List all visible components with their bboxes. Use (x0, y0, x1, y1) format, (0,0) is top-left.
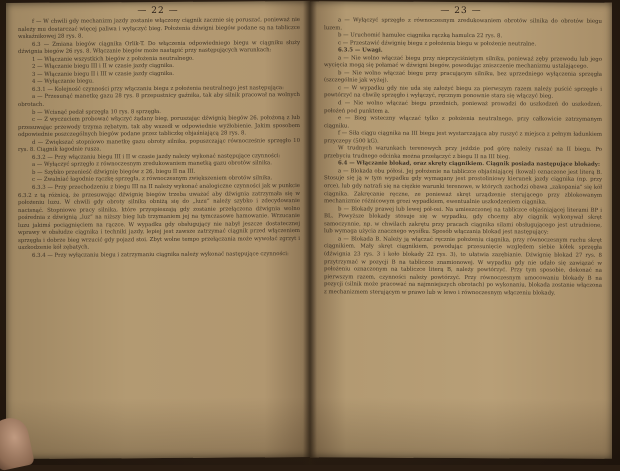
paragraph: a — Blokada B. Należy ją włączać ręcznie położeniu ciągnika, przy równoczesnym ruchu skręt ciągnikiem. Mały skręt ciągnikiem, powodując przesunięcie względem siebie kółek sprzęgła (dźwignia 23 rys. 3 i koło blokady 22 rys. 3), to ułatwia zazębianie. Dźwignię blokad 27 rys. 8 przytrzymać w pozycji B na tabliczce znamionowej. W wypadku gdy nie udało się zawiązać w położeniu oznaczonym na tabliczce literą B, należy powtórzyć. Przy tym sposobie, dokonać na pierwszym razem, czynności należy powtórzyć. Przy równoczesnym umocowaniu blokady B na pozycji (silnik może pracować na najmniejszych obrotach) po wykonaniu, blokada zostanie włączona z mechanizmem sterującym w prawo lub w lewo i równoczesnym włączeniu blokady. (324, 236, 602, 297)
page-shadow (310, 397, 612, 459)
paragraph: d — Zwiększać stopniowo manetkę gazu obroty silnika, popuszczając równocześnie sprzęgło 10 rys. 8. Ciągnik łagodnie rusza. (18, 137, 300, 154)
paragraph: b — Szybko przenieść dźwignię biegów z 26, biegu II na III. (32, 168, 196, 176)
page-number-left: — 22 — (137, 5, 179, 17)
paragraph: c — Przestawić dźwignię biegu z położenia biegu w położenie neutralne. (338, 39, 537, 48)
left-page-text (18, 17, 300, 455)
paragraph: c — Zwalniać łagodnie rączkę sprzęgła, z równoczesnym zwiększeniem obrotów silnika. (32, 175, 273, 184)
paragraph: b — Nie wolno włączać biegu przy pracującym silniku, bez uprzedniego wyłączenia sprzęgła (szczególnie jak wyżej). (324, 70, 602, 84)
paragraph: b — Uruchomić hamulec ciągnika rączką hamulca 22 rys. 8. (338, 32, 503, 40)
page-number-right: — 23 — (440, 5, 482, 17)
paragraph: f — Siła ciągu ciągnika na III biegu jest wystarczająca aby ruszyć z miejsca z pełnym ładunkiem przyczepy (500 kG). (324, 130, 602, 145)
paragraph: a — Nie wolno włączać biegu przy nieprzyciśniętym silniku, ponieważ zęby przewodu lub jego wycięcia mogą się połamać w dźwigni biegów, powodując zniszczenie mechanizmu ustalającego. (324, 55, 602, 70)
book-gutter (303, 0, 317, 465)
paragraph: W trudnych warunkach terenowych przy jeździe pod górę należy ruszać na II biegu. Po przebyciu trudnego odcinka można przełączyć z biegu II na III bieg. (324, 145, 602, 161)
paragraph: f — W chwili gdy mechanizm jazdy zostanie włączony ciągnik zacznie się poruszać, ponieważ nie należy mu dostarczać więcej paliwa i wyłączyć bieg. Położenia dźwigni biegów podane są na tabliczce wskaźnikowej 28 rys. 8. (18, 17, 300, 41)
paragraph: 2 — Włączanie biegu III i II w czasie jazdy ciągnika. (32, 63, 174, 71)
paragraph: e — Bieg wsteczny włączać tylko z położenia neutralnego, przy całkowicie zatrzymanym ciągniku. (324, 115, 602, 130)
paragraph: a — Wyłączyć sprzęgło z równoczesnym zredukowaniem obrotów silnika do obrotów biegu luzem. (324, 17, 602, 31)
paragraph: a — Przesunąć manetkę gazu 28 rys. 8 przepustnicy gaźnika, tak aby silnik pracował na wolnych obrotach. (18, 92, 300, 108)
paragraph: 4 — Wyłączanie biegu. (32, 78, 94, 86)
paragraph: 6.3.5 — Uwagi. (338, 47, 383, 54)
paragraph: a — Wyłączyć sprzęgło z równoczesnym zredukowaniem manetką gazu obrotów silnika. (32, 160, 272, 169)
paragraph: c — W wypadku gdy nie uda się założyć biegu za pierwszym razem należy puścić sprzęgło i powtórzyć na chwilę sprzęgło i wyłączyć, ręcznym ponownie stara się włączyć bieg. (324, 85, 602, 100)
paragraph: 1 — Włączanie wszystkich biegów z położenia neutralnego. (32, 55, 194, 63)
paragraph: b — Blokady prawej lub lewej pół-osi. Na umieszczonej na tabliczce objaśniającej literami BP i BL. Powyższe blokady stosuje się w wypadku, gdy chcemy aby ciągnik wykonywał skręt samoczynnie, np. w chwilach zakrętu przy pracach ciągnika silami obsługującego jest utrudnione, lub wymaga użycia znacznego wysiłku. Sposób włączania blokad jest następujący: (324, 206, 602, 236)
page-shadow (6, 397, 310, 459)
paragraph: 6.3 — Zmiana biegów ciągnika Orlik-T. Do włączenia odpowiedniego biegu w ciągniku służy dźwignia biegów 26 rys. 8. Włączanie biegów może nastąpić przy następujących warunkach: (18, 39, 300, 56)
paragraph: 6.4 — Włączanie blokad, oraz skręty ciągnikiem. Ciągnik posiada następujące blokady: (338, 160, 600, 169)
left-page (6, 1, 310, 459)
paragraph: c — Z wyczuciem probować włączyć żądany bieg, poruszając dźwignią biegów 26, położoną z lub przesuwając przewody trzyma zębatym, tak aby wszedł w odpowiednie wyżłobienie. Jakim sposobem odpowiednie poszczególnych biegów podane przez tabliczkę objaśniającą 28 rys. 8. (18, 115, 300, 139)
paragraph: b — Wcisnąć pedał sprzęgła 10 rys. 8 sprzęgła. (32, 108, 161, 116)
right-page (310, 1, 612, 459)
paragraph: d — Nie wolno włączać biegu przednich, ponieważ prowadzi do uszkodzeń do uszkodzeń, położeń pod punktem a. (324, 100, 602, 115)
paragraph: 6.3.2 — Przy włączaniu biegu III i II w czasie jazdy należy wykonać następujące czynności: (32, 152, 281, 161)
paragraph: 6.3.3 — Przy przechodzeniu z biegu III na II należy wykonać analogiczne czynności jak w punkcie 6.3.2 z tą różnicą, że przesuwając dźwignię biegów trzeba uważać aby dźwignia zatrzymała się w położeniu luzu. W chwili gdy obroty silnika obniżą się do „luzu” należy szybko i zdecydowanie nacisnąć. Stopniowe pracy silnika, które przyspieszają gdy zostanie przełączona dźwignia wolno pośrednia z dźwignią „luz” na niższy bieg lub trzymaniem jej na tymczasowe hamowanie. Wrzucanie luzu jakimś pociągnięciem na rączce. W wypadku gdy obsługujący nie nabył jeszcze dostatecznej wprawy w obsłudze ciągnika i techniki jazdy, lepiej jest zawsze zatrzymać ciągnik przed włączeniem sprzęgła i dobrze bieg wrzucić gdy pojazd stoi. Zbyt wolne tempo przełączania może wywołać zgrzyt i uszkodzenie kół zębatych. (18, 183, 300, 252)
right-page-text (324, 17, 602, 454)
paragraph: 6.3.4 — Przy wyłączaniu biegu i zatrzymaniu ciągnika należy wykonać następujące czynności: (32, 251, 289, 259)
paragraph: 6.3.1 — Kolejność czynności przy włączaniu biegu z położenia neutralnego jest następująca: (32, 85, 284, 93)
paragraph: 3 — Włączanie biegu II i III w czasie jazdy ciągnika. (32, 70, 174, 78)
paragraph: a — Blokada obu półosi. Jej położenie na tabliczce objaśniającej (kowal) oznaczone jest literą B. Stosuje się ją w tym wypadku gdy wymagany jest prostoliniowy kierunek jazdy ciągnika (np. przy orce), lub gdy natrafi się na ciężkie warunki terenowe, w których zachodzi obawa „zakopania” się kół ciągnika. Zakręcanie ręczne, ze ponieważ skręt urządzenie sterującego przy zblokowanym mechanizmie różnicowym grozi wypadkiem, ewentualnie uszkodzeniem ciągnika. (324, 168, 602, 206)
